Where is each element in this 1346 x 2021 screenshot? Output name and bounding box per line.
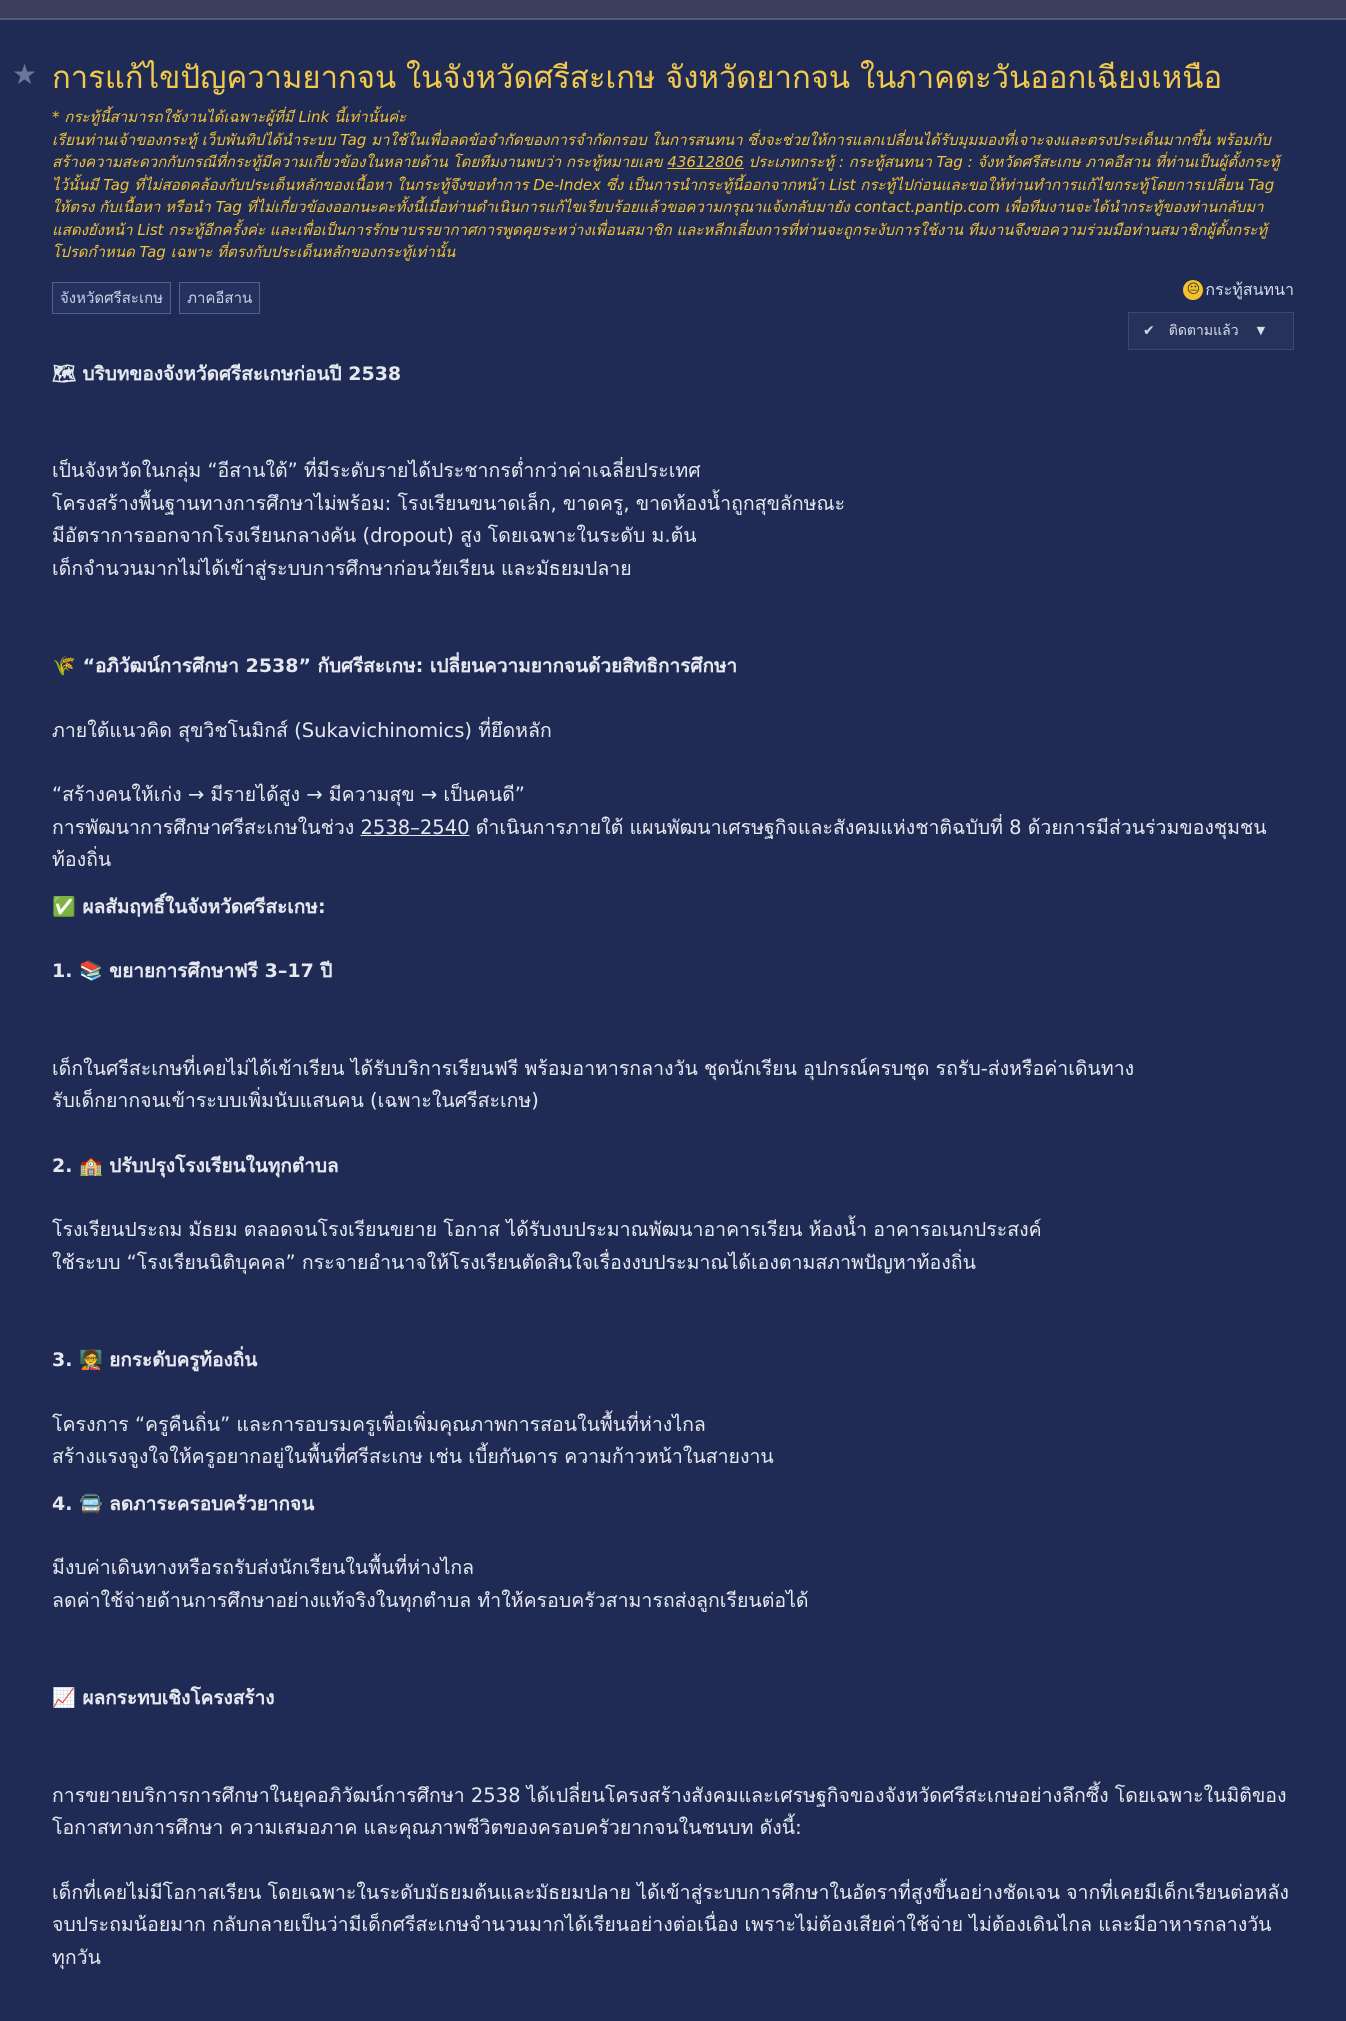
text: การพัฒนาการศึกษาศรีสะเกษในช่วง (52, 815, 361, 839)
discussion-emoji-icon: 😐 (1183, 280, 1203, 300)
rice-emoji-icon: 🌾 (52, 655, 76, 677)
check-mark-emoji-icon: ✅ (52, 895, 76, 918)
paragraph: การขยายบริการการศึกษาในยุคอภิวัฒน์การศึกษา 2538 ได้เปลี่ยนโครงสร้างสังคมและเศรษฐกิจของจังหวัดศรีสะเกษอย่างลึกซึ้ง โดยเฉพาะในมิติของ โอกาสทางการศึกษา ความเสมอภาค และคุณภาพชีวิตของครอบครัวยากจนในชนบท ดังนี้: (52, 1783, 1287, 1839)
thread-container (0, 56, 1346, 1974)
paragraph: รับเด็กยากจนเข้าระบบเพิ่มนับแสนคน (เฉพาะในศรีสะเกษ) (52, 1089, 539, 1112)
section-family-burden: 4. 🚍 ลดภาระครอบครัวยากจน (52, 1492, 315, 1515)
tag-list (52, 282, 260, 314)
paragraph: เด็กจำนวนมากไม่ได้เข้าสู่ระบบการศึกษาก่อนวัยเรียน และมัธยมปลาย (52, 556, 632, 580)
paragraph: ลดค่าใช้จ่ายด้านการศึกษาอย่างแท้จริงในทุกตำบล ทำให้ครอบครัวสามารถส่งลูกเรียนต่อได้ (52, 1588, 809, 1612)
moderator-notice (52, 106, 1294, 264)
section-free-education: 1. 📚 ขยายการศึกษาฟรี 3–17 ปี (52, 960, 333, 982)
paragraph: โรงเรียนประถม มัธยม ตลอดจนโรงเรียนขยาย โอกาส ได้รับงบประมาณพัฒนาอาคารเรียน ห้องน้ำ อาคารอเนกประสงค์ (52, 1218, 1042, 1241)
meta-row (52, 278, 1294, 358)
heading-structural-impact-text: ผลกระทบเชิงโครงสร้าง (82, 1687, 275, 1709)
heading-reform-text: “อภิวัฒน์การศึกษา 2538” กับศรีสะเกษ: เปลี่ยนความยากจนด้วยสิทธิการศึกษา (82, 655, 738, 677)
paragraph: โครงการ “ครูคืนถิ่น” และการอบรมครูเพื่อเพิ่มคุณภาพการสอนในพื้นที่ห่างไกล (52, 1412, 706, 1436)
post-body (52, 358, 1294, 1975)
notice-body (52, 129, 1294, 264)
heading-structural-impact (52, 1682, 1294, 1715)
tag-sisaket[interactable]: จังหวัดศรีสะเกษ (52, 282, 171, 314)
tag-isan[interactable]: ภาคอีสาน (179, 282, 260, 314)
follow-label: ติดตามแล้ว (1168, 322, 1239, 339)
text: ดำเนินการภายใต้ แผนพัฒนาเศรษฐกิจและสังคมแห่งชาติฉบับที่ 8 ด้วยการมีส่วนร่วมของชุมชนท้องถิ่น (52, 815, 1267, 871)
title-row (12, 56, 1294, 100)
heading-results-text: ผลสัมฤทธิ์ในจังหวัดศรีสะเกษ: (82, 895, 326, 918)
paragraph: มีงบค่าเดินทางหรือรถรับส่งนักเรียนในพื้นที่ห่างไกล (52, 1556, 475, 1579)
paragraph: เด็กในศรีสะเกษที่เคยไม่ได้เข้าเรียน ได้รับบริการเรียนฟรี พร้อมอาหารกลางวัน ชุดนักเรียน อุปกรณ์ครบชุด รถรับ-ส่งหรือค่าเดินทาง (52, 1056, 1135, 1080)
thread-type-label: กระทู้สนทนา (1205, 279, 1294, 299)
heading-context (52, 358, 1294, 391)
paragraph: เด็กที่เคยไม่มีโอกาสเรียน โดยเฉพาะในระดับมัธยมต้นและมัธยมปลาย ได้เข้าสู่ระบบการศึกษาในอัตราที่สูงขึ้นอย่างชัดเจน จากที่เคยมีเด็กเรียนต่อหลังจบประถมน้อยมาก กลับกลายเป็นว่ามีเด็กศรีสะเกษจำนวนมากได้เรียนอย่างต่อเนื่อง เพราะไม่ต้องเสียค่าใช้จ่าย ไม่ต้องเดินไกล และมีอาหารกลางวันทุกวัน (52, 1880, 1289, 1969)
paragraph (52, 812, 1294, 877)
paragraph: โครงสร้างพื้นฐานทางการศึกษาไม่พร้อม: โรงเรียนขนาดเล็ก, ขาดครู, ขาดห้องน้ำถูกสุขลักษณะ (52, 491, 846, 515)
year-range-link[interactable]: 2538–2540 (360, 815, 470, 839)
thread-title: การแก้ไขปัญความยากจน ในจังหวัดศรีสะเกษ จังหวัดยากจน ในภาคตะวันออกเฉียงเหนือ (52, 60, 1223, 96)
chevron-down-icon[interactable]: ▼ (1256, 324, 1266, 337)
follow-button[interactable] (1128, 312, 1294, 350)
section-school-improvement: 2. 🏫 ปรับปรุงโรงเรียนในทุกตำบล (52, 1154, 339, 1177)
map-emoji-icon: 🗺 (52, 362, 77, 385)
thread-number-link[interactable]: 43612806 (667, 153, 744, 171)
paragraph: ภายใต้แนวคิด สุขวิชโนมิกส์ (Sukavichinomics) ที่ยึดหลัก (52, 718, 552, 742)
section-local-teachers: 3. 🧑‍🏫 ยกระดับครูท้องถิ่น (52, 1349, 258, 1371)
notice-text-a: เรียนท่านเจ้าของกระทู้ เว็บพันทิปได้นำระบบ Tag มาใช้ในเพื่อลดข้อจำกัดของการจำกัดกรอบ ในการสนทนา ซึ่งจะช่วยให้การแลกเปลี่ยนได้รับมุมมองที่เจาะจงและตรงประเด็นมากขึ้น พร้อมกับสร้างความสะดวกกับกรณีที่กระทู้มีความเกี่ยวข้องในหลายด้าน โดยทีมงานพบว่า กระทู้หมายเลข (52, 130, 1271, 171)
notice-first-line: * กระทู้นี้สามารถใช้งานได้เฉพาะผู้ที่มี Link นี้เท่านั้นค่ะ (52, 108, 407, 126)
paragraph: ใช้ระบบ “โรงเรียนนิติบุคคล” กระจายอำนาจให้โรงเรียนตัดสินใจเรื่องงบประมาณได้เองตามสภาพปัญหาท้องถิ่น (52, 1250, 976, 1274)
check-icon: ✔ (1143, 322, 1155, 339)
paragraph: “สร้างคนให้เก่ง → มีรายได้สูง → มีความสุข → เป็นคนดี” (52, 783, 525, 806)
thread-type (1183, 278, 1294, 303)
heading-results (52, 891, 1294, 924)
star-icon[interactable]: ★ (12, 58, 38, 91)
paragraph: เป็นจังหวัดในกลุ่ม “อีสานใต้” ที่มีระดับรายได้ประชากรต่ำกว่าค่าเฉลี่ยประเทศ (52, 459, 701, 482)
notice-text-b: ประเภทกระทู้ : กระทู้สนทนา Tag : จังหวัดศรีสะเกษ ภาคอีสาน ที่ท่านเป็นผู้ตั้งกระทู้ไว้นั้นมี Tag ที่ไม่สอดคล้องกับประเด็นหลักของเนื้อหา ในกระทู้จึงขอทำการ De-Index ซึ่ง เป็นการนำกระทู้นี้ออกจากหน้า List กระทู้ไปก่อนและขอให้ท่านทำการแก้ไขกระทู้โดยการเปลี่ยน Tag ให้ตรง กับเนื้อหา หรือนำ Tag ที่ไม่เกี่ยวข้องออกนะคะทั้งนี้เมื่อท่านดำเนินการแก้ไขเรียบร้อยแล้วขอความกรุณาแจ้งกลับมายัง contact.pantip.com เพื่อทีมงานจะได้นำกระทู้ของท่านกลับมาแสดงยังหน้า List กระทู้อีกครั้งค่ะ และเพื่อเป็นการรักษาบรรยากาศการพูดคุยระหว่างเพื่อนสมาชิก และหลีกเลี่ยงการที่ท่านจะถูกระงับการใช้งาน ทีมงานจึงขอความร่วมมือท่านสมาชิกผู้ตั้งกระทู้โปรดกำหนด Tag เฉพาะ ที่ตรงกับประเด็นหลักของกระทู้เท่านั้น (52, 153, 1280, 261)
paragraph: สร้างแรงจูงใจให้ครูอยากอยู่ในพื้นที่ศรีสะเกษ เช่น เบี้ยกันดาร ความก้าวหน้าในสายงาน (52, 1445, 774, 1468)
paragraph: มีอัตราการออกจากโรงเรียนกลางคัน (dropout) สูง โดยเฉพาะในระดับ ม.ต้น (52, 524, 697, 547)
chart-emoji-icon: 📈 (52, 1687, 76, 1709)
top-bar (0, 0, 1346, 20)
heading-reform (52, 650, 1294, 683)
heading-context-text: บริบทของจังหวัดศรีสะเกษก่อนปี 2538 (82, 362, 402, 385)
